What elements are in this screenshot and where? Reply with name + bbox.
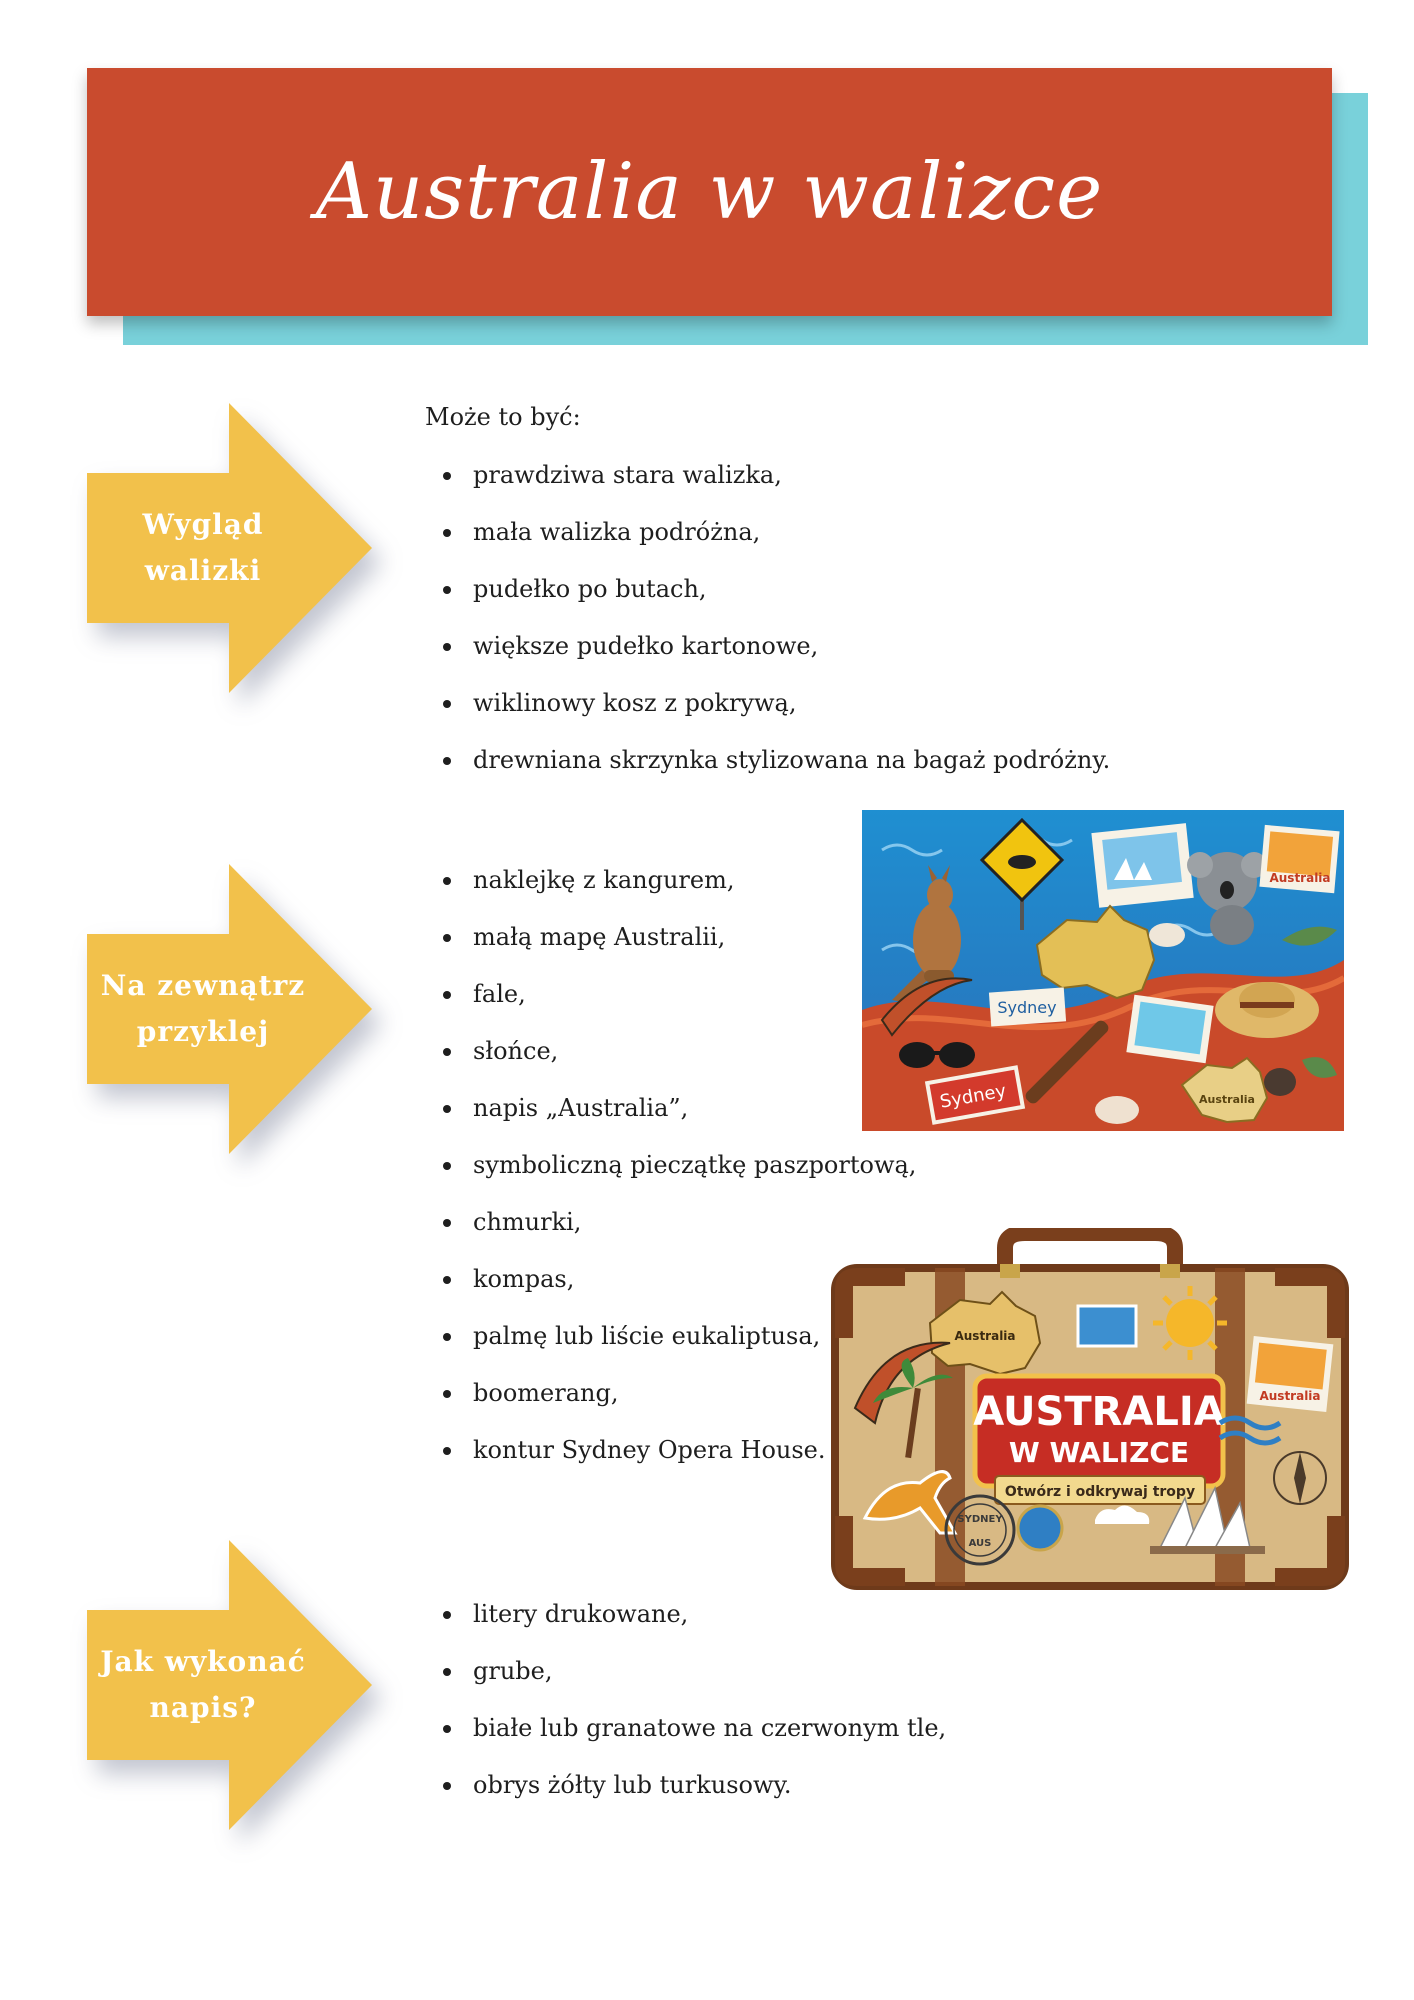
arrow-badge-lettering	[87, 1540, 377, 1830]
list-item: kompas,	[425, 1251, 916, 1308]
list-item: napis „Australia”,	[425, 1080, 916, 1137]
suitcase-headline-panel	[973, 1376, 1224, 1486]
list-item: symboliczną pieczątkę paszportową,	[425, 1137, 916, 1194]
arrow-label-line: Na zewnątrz	[100, 969, 306, 1002]
arrow-label-line: napis?	[149, 1691, 257, 1724]
lettering-list	[425, 1586, 946, 1814]
arrow-badge-outside	[87, 864, 377, 1154]
arrow-label	[87, 1540, 319, 1830]
list-item: naklejkę z kangurem,	[425, 852, 916, 909]
list-item: białe lub granatowe na czerwonym tle,	[425, 1700, 946, 1757]
suitcase-headline-1: AUSTRALIA	[973, 1389, 1225, 1435]
suitcase-tagline: Otwórz i odkrywaj tropy	[1004, 1484, 1196, 1500]
straw-hat	[1215, 982, 1319, 1038]
list-item: grube,	[425, 1643, 946, 1700]
sydney-tag-label: Sydney	[938, 1080, 1008, 1113]
list-item: wiklinowy kosz z pokrywą,	[425, 675, 1110, 732]
arrow-label-line: Jak wykonać	[100, 1645, 306, 1678]
list-item: kontur Sydney Opera House.	[425, 1422, 916, 1479]
australia-sticker	[1247, 1336, 1334, 1412]
list-item: mała walizka podróżna,	[425, 504, 1110, 561]
list-item: słońce,	[425, 1023, 916, 1080]
arrow-label-line: przyklej	[136, 1015, 270, 1048]
australia-sticker-label: Australia	[1259, 1389, 1321, 1403]
australia-postcard	[1259, 825, 1339, 893]
list-item: litery drukowane,	[425, 1586, 946, 1643]
suitcase-image	[830, 1228, 1350, 1590]
sydney-tag-light	[989, 987, 1066, 1026]
map-card-label: Australia	[1199, 1093, 1255, 1106]
arrow-label-line: walizki	[144, 554, 262, 587]
sydney-tag-label: Sydney	[997, 998, 1057, 1017]
australia-collage-image	[862, 810, 1344, 1131]
opera-house-postcard	[1091, 823, 1193, 908]
appearance-list	[425, 447, 1110, 789]
arrow-label-line: Wygląd	[142, 508, 264, 541]
list-item: pudełko po butach,	[425, 561, 1110, 618]
page-title: Australia w walizce	[315, 147, 1104, 237]
list-item: fale,	[425, 966, 916, 1023]
postcard-label: Australia	[1269, 871, 1331, 885]
stamp-top-label: SYDNEY	[957, 1514, 1003, 1525]
stamp-bottom-label: AUS	[968, 1538, 992, 1549]
arrow-label	[87, 403, 319, 693]
list-item: palmę lub liście eukaliptusa,	[425, 1308, 916, 1365]
list-item: większe pudełko kartonowe,	[425, 618, 1110, 675]
suitcase-headline-2: W WALIZCE	[1008, 1436, 1190, 1469]
title-banner	[87, 68, 1332, 316]
list-item: małą mapę Australii,	[425, 909, 916, 966]
arrow-badge-appearance	[87, 403, 377, 693]
list-item: boomerang,	[425, 1365, 916, 1422]
list-item: obrys żółty lub turkusowy.	[425, 1757, 946, 1814]
list-item: chmurki,	[425, 1194, 916, 1251]
map-sticker-label: Australia	[954, 1329, 1016, 1343]
section-intro: Może to być:	[425, 403, 581, 431]
arrow-label	[87, 864, 319, 1154]
list-item: prawdziwa stara walizka,	[425, 447, 1110, 504]
list-item: drewniana skrzynka stylizowana na bagaż podróżny.	[425, 732, 1110, 789]
